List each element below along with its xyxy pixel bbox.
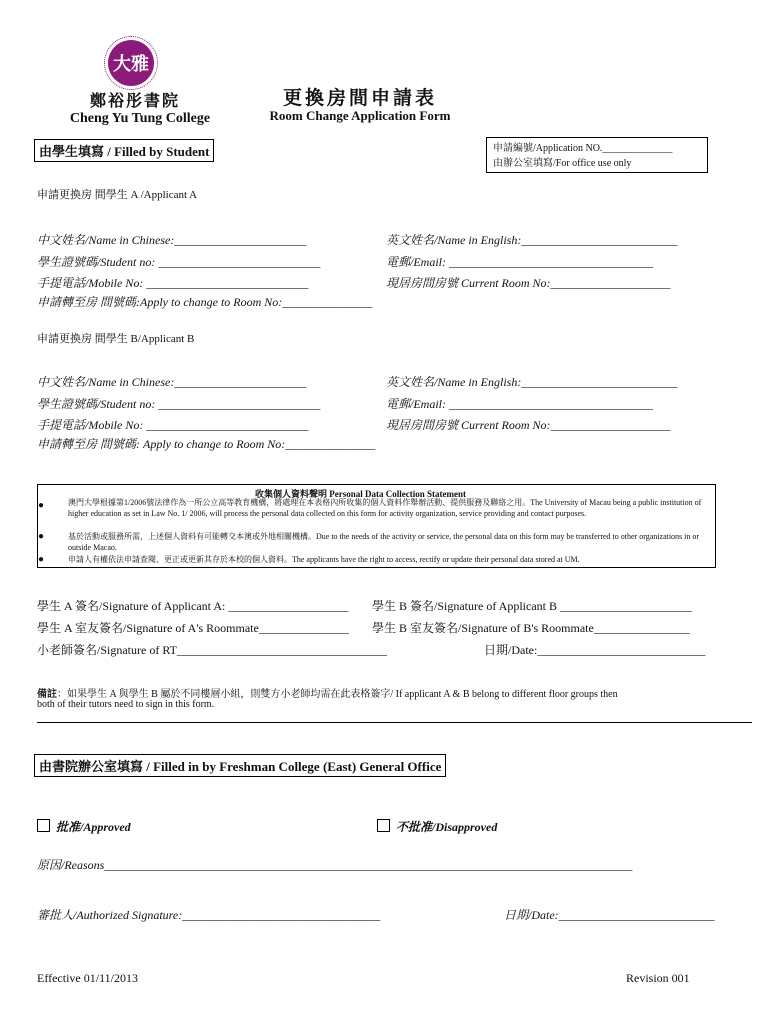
college-name-chinese: 鄭裕彤書院 bbox=[89, 93, 180, 110]
revision-number: Revision 001 bbox=[626, 971, 690, 985]
reasons-field[interactable]: 原因/Reasons________________________________________________________________________________________ bbox=[37, 858, 633, 872]
approved-option[interactable] bbox=[37, 818, 131, 835]
personal-data-heading: 收集個人資料聲明 Personal Data Collection Statement bbox=[255, 489, 466, 499]
applicant-b-mobile-field[interactable]: 手提電話/Mobile No: ___________________________ bbox=[37, 418, 309, 432]
approved-checkbox[interactable] bbox=[37, 819, 50, 832]
office-date-field[interactable]: 日期/Date:__________________________ bbox=[504, 908, 715, 922]
logo-ring-icon bbox=[104, 36, 158, 90]
applicant-b-current-room-field[interactable]: 現居房間房號 Current Room No:____________________ bbox=[386, 418, 671, 432]
applicant-b-name-chinese-field[interactable]: 中文姓名/Name in Chinese:______________________ bbox=[37, 375, 307, 389]
applicant-b-heading: 申請更換房 間學生 B/Applicant B bbox=[37, 333, 195, 345]
applicant-a-heading: 申請更換房 間學生 A /Applicant A bbox=[37, 189, 198, 201]
applicant-a-mobile-field[interactable]: 手提電話/Mobile No: ___________________________ bbox=[37, 276, 309, 290]
signature-roommate-a-field[interactable]: 學生 A 室友簽名/Signature of A's Roommate_______________ bbox=[37, 621, 349, 635]
approved-label: 批准/Approved bbox=[56, 820, 131, 834]
office-section-label: 由書院辦公室填寫 / Filled in by Freshman College (East) General Office bbox=[34, 754, 446, 777]
applicant-a-email-field[interactable]: 電郵/Email: __________________________________ bbox=[386, 255, 653, 269]
disapproved-option[interactable] bbox=[377, 818, 497, 835]
disapproved-checkbox[interactable] bbox=[377, 819, 390, 832]
remark-label: 備註 bbox=[37, 689, 57, 700]
college-name-english: Cheng Yu Tung College bbox=[69, 111, 211, 126]
effective-date: Effective 01/11/2013 bbox=[37, 971, 138, 985]
applicant-a-name-chinese-field[interactable]: 中文姓名/Name in Chinese:______________________ bbox=[37, 233, 307, 247]
signature-roommate-b-field[interactable]: 學生 B 室友簽名/Signature of B's Roommate________________ bbox=[372, 621, 690, 635]
applicant-b-name-english-field[interactable]: 英文姓名/Name in English:__________________________ bbox=[386, 375, 678, 389]
signature-applicant-b-field[interactable]: 學生 B 簽名/Signature of Applicant B ______________________ bbox=[372, 599, 692, 613]
student-section-label: 由學生填寫 / Filled by Student bbox=[34, 139, 214, 162]
personal-data-item-3: 申請人有權依法申請查閱、更正或更新其存於本校的個人資料。The applicants have the right to access, rectify or update their personal data stored at UM. bbox=[68, 555, 580, 564]
bullet-icon: ● bbox=[38, 500, 45, 511]
personal-data-item-1: 澳門大學根據第1/2006號法律作為一所公立高等教育機構，將處理在本表格內所收集的個人資料作舉辦活動、提供服務及聯絡之用。The University of Macau being a public institution of higher education as set in Law No. 1/ 2006, will process the personal data collected on this form for activity organization, service providing and contact purposes. bbox=[68, 498, 702, 518]
applicant-b-student-no-field[interactable]: 學生證號碼/Student no: ___________________________ bbox=[37, 397, 321, 411]
form-title-chinese: 更換房間申請表 bbox=[282, 88, 437, 109]
remark-line-1 bbox=[37, 685, 618, 700]
applicant-b-apply-room-field[interactable]: 申請轉至房 間號碼: Apply to change to Room No:_______________ bbox=[37, 437, 376, 451]
remark-text: ：如果學生 A 與學生 B 屬於不同樓層小組，則雙方小老師均需在此表格簽字/ If applicant A & B belong to different floor groups then bbox=[57, 689, 618, 700]
applicant-b-email-field[interactable]: 電郵/Email: __________________________________ bbox=[386, 397, 653, 411]
college-logo bbox=[108, 40, 154, 86]
form-title-english: Room Change Application Form bbox=[269, 108, 451, 123]
disapproved-label: 不批准/Disapproved bbox=[396, 820, 498, 834]
application-number-field: 申請編號/Application NO.______________ bbox=[493, 143, 673, 154]
applicant-a-apply-room-field[interactable]: 申請轉至房 間號碼:Apply to change to Room No:_______________ bbox=[37, 295, 373, 309]
signature-rt-field[interactable]: 小老師簽名/Signature of RT___________________________________ bbox=[37, 643, 387, 657]
authorized-signature-field[interactable]: 審批人/Authorized Signature:_________________________________ bbox=[37, 908, 381, 922]
signature-date-field[interactable]: 日期/Date:____________________________ bbox=[484, 643, 706, 657]
section-divider bbox=[37, 722, 752, 723]
logo-text: 大雅 bbox=[113, 54, 149, 74]
applicant-a-name-english-field[interactable]: 英文姓名/Name in English:__________________________ bbox=[386, 233, 678, 247]
signature-applicant-a-field[interactable]: 學生 A 簽名/Signature of Applicant A: ____________________ bbox=[37, 599, 349, 613]
applicant-a-current-room-field[interactable]: 現居房間房號 Current Room No:____________________ bbox=[386, 276, 671, 290]
bullet-icon: ● bbox=[38, 554, 45, 565]
office-use-box bbox=[486, 137, 708, 173]
remark-line-2: both of their tutors need to sign in this form. bbox=[37, 699, 215, 710]
personal-data-item-2: 基於活動或服務所需，上述個人資料有可能轉交本澳或外地相關機構。Due to the needs of the activity or service, the personal data on this form may be transferred to other organizations in or outside Macao. bbox=[68, 532, 700, 552]
office-use-note: 由辦公室填寫/For office use only bbox=[493, 158, 632, 169]
applicant-a-student-no-field[interactable]: 學生證號碼/Student no: ___________________________ bbox=[37, 255, 321, 269]
bullet-icon: ● bbox=[38, 531, 45, 542]
